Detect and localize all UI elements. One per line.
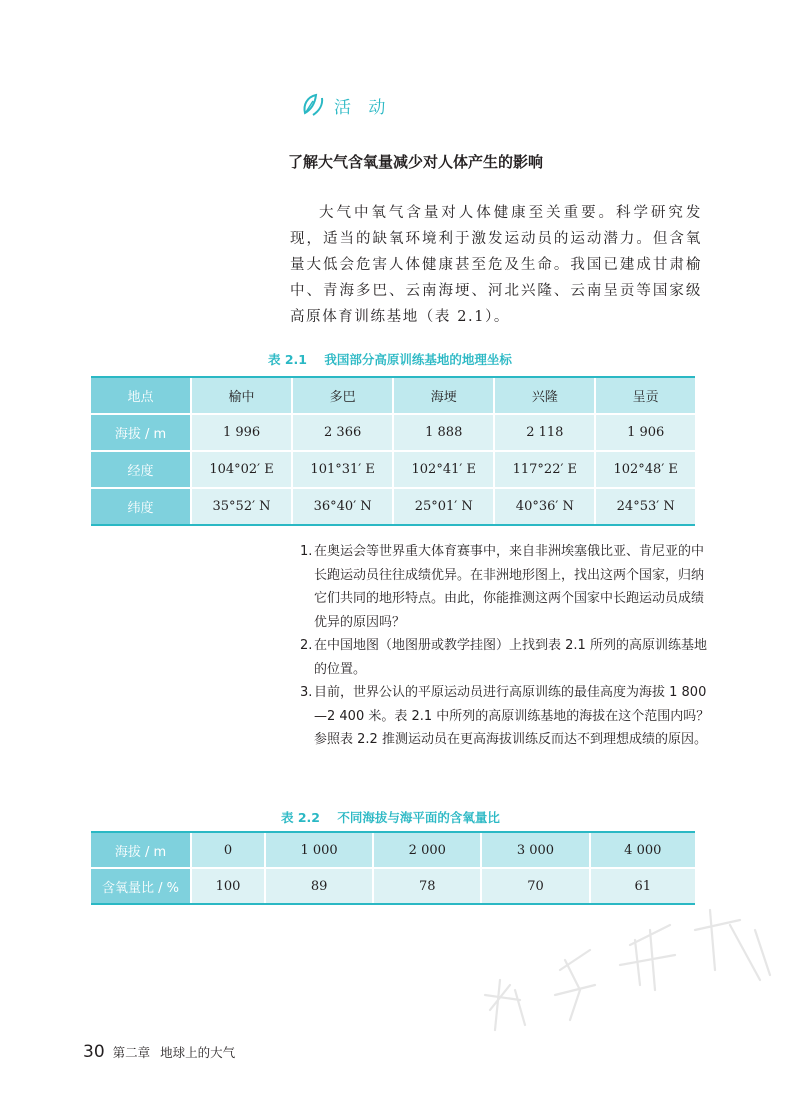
table-cell: 89 [265, 868, 373, 904]
table2-caption: 表 2.2 不同海拔与海平面的含氧量比 [281, 810, 500, 825]
table-row [91, 451, 695, 488]
table-cell: 1 888 [393, 414, 494, 451]
row-label: 地点 [91, 377, 191, 414]
table-cell: 102°41′ E [393, 451, 494, 488]
table-cell: 0 [191, 832, 265, 868]
table-cell: 1 000 [265, 832, 373, 868]
question-text: 在奥运会等世界重大体育赛事中，来自非洲埃塞俄比亚、肯尼亚的中长跑运动员往往成绩优异。在非洲地形图上，找出这两个国家，归纳它们共同的地形特点。由此，你能推测这两个国家中长跑运动员成绩优异的原因吗？ [314, 544, 705, 630]
table-cell: 61 [590, 868, 695, 904]
table-cell: 2 000 [373, 832, 481, 868]
table-row [91, 414, 695, 451]
question-text: 目前，世界公认的平原运动员进行高原训练的最佳高度为海拔 1 800—2 400 米。表 2.1 中所列的高原训练基地的海拔在这个范围内吗？参照表 2.2 推测运动员在更高海拔训练反而达不到理想成绩的原因。 [314, 685, 710, 747]
chapter-title: 地球上的大气 [160, 1045, 236, 1060]
question-number: 2. [300, 638, 313, 653]
table-cell: 35°52′ N [191, 488, 292, 525]
table-cell: 104°02′ E [191, 451, 292, 488]
table-cell: 1 996 [191, 414, 292, 451]
question-number: 3. [300, 685, 313, 700]
row-label: 纬度 [91, 488, 191, 525]
page-footer [83, 1042, 235, 1062]
table-cell: 4 000 [590, 832, 695, 868]
page-number: 30 [83, 1042, 105, 1062]
table-cell: 海埂 [393, 377, 494, 414]
table-cell: 70 [481, 868, 589, 904]
table-cell: 1 906 [595, 414, 695, 451]
question-item [300, 540, 710, 634]
question-number: 1. [300, 544, 313, 559]
table-row [91, 377, 695, 414]
row-label: 经度 [91, 451, 191, 488]
table-cell: 呈贡 [595, 377, 695, 414]
table-cell: 榆中 [191, 377, 292, 414]
table-altitude-bases [91, 376, 695, 526]
row-label: 含氧量比 / % [91, 868, 191, 904]
activity-label: 活 动 [334, 97, 392, 118]
table-cell: 101°31′ E [292, 451, 393, 488]
table-row [91, 488, 695, 525]
table-cell: 2 366 [292, 414, 393, 451]
chapter-label: 第二章 [112, 1045, 151, 1060]
handwritten-watermark [470, 890, 790, 1040]
intro-paragraph: 大气中氧气含量对人体健康至关重要。科学研究发现，适当的缺氧环境利于激发运动员的运动潜力。但含氧量大低会危害人体健康甚至危及生命。我国已建成甘肃榆中、青海多巴、云南海埂、河北兴隆、云南呈贡等国家级高原体育训练基地（表 2.1）。 [290, 205, 702, 325]
table-cell: 78 [373, 868, 481, 904]
table-cell: 25°01′ N [393, 488, 494, 525]
section-title: 了解大气含氧量减少对人体产生的影响 [288, 153, 544, 171]
table-cell: 117°22′ E [494, 451, 595, 488]
table-cell: 24°53′ N [595, 488, 695, 525]
table-cell: 3 000 [481, 832, 589, 868]
question-item [300, 681, 710, 752]
table-cell: 36°40′ N [292, 488, 393, 525]
table-cell: 2 118 [494, 414, 595, 451]
activity-header [300, 92, 391, 118]
leaf-icon [300, 92, 326, 118]
table1-caption: 表 2.1 我国部分高原训练基地的地理坐标 [268, 352, 512, 367]
table-cell: 100 [191, 868, 265, 904]
table-cell: 40°36′ N [494, 488, 595, 525]
table-cell: 兴隆 [494, 377, 595, 414]
table-cell: 多巴 [292, 377, 393, 414]
question-item [300, 634, 710, 681]
question-text: 在中国地图（地图册或教学挂图）上找到表 2.1 所列的高原训练基地的位置。 [314, 638, 707, 677]
row-label: 海拔 / m [91, 832, 191, 868]
row-label: 海拔 / m [91, 414, 191, 451]
table-cell: 102°48′ E [595, 451, 695, 488]
table-row [91, 832, 695, 868]
question-list [300, 540, 710, 752]
